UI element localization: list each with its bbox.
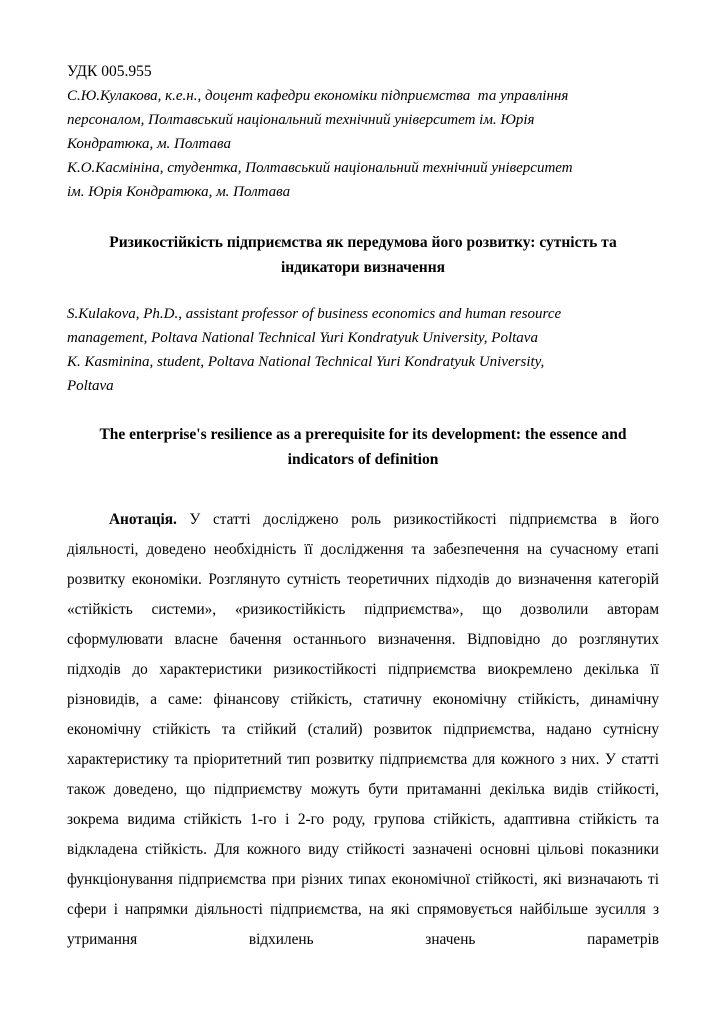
spacer [67,472,659,490]
spacer [67,280,659,302]
author-line: ім. Юрія Кондратюка, м. Полтава [67,184,291,200]
abstract-lead-label: Анотація. [109,511,177,529]
author-line: Poltava [67,378,114,394]
abstract-body-text: У статті досліджено роль ризикостійкості підприємства в його діяльності, доведено необхідність її дослідження та забезпечення на сучасному етапі розвитку економіки. Розглянуто сутність теоретичних підходів до визначення категорій «стійкість системи», «ризикостійкість підприємства», що дозволили авторам сформулювати власне бачення останнього визначення. Відповідно до розглянутих підходів до характеристики ризикостійкості підприємства виокремлено декілька її різновидів, а саме: фінансову стійкість, статичну економічну стійкість, динамічну економічну стійкість та стійкий (сталий) розвиток підприємства, надано сутнісну характеристику та пріоритетний тип розвитку підприємства для кожного з них. У статті також доведено, що підприємству можуть бути притаманні декілька видів стійкості, зокрема видима стійкість 1-го і 2-го роду, групова стійкість, адаптивна стійкість та відкладена стійкість. Для кожного виду стійкості зазначені основні цільові показники функціонування підприємства при різних типах економічної стійкості, які визначають ті сфери і напрямки діяльності підприємства, на які спрямовується найбільше зусилля з утримання відхилень значень параметрів [67,511,659,949]
author-line: С.Ю.Кулакова, к.е.н., доцент кафедри економіки підприємства та управління [67,88,569,104]
document-content [67,60,659,1001]
abstract-paragraph [67,505,659,985]
authors-affiliation-en [67,302,659,398]
article-title-ua: Ризикостійкість підприємства як передумова його розвитку: сутність та індикатори визначення [109,234,617,276]
author-line: S.Kulakova, Ph.D., assistant professor of business economics and human resource [67,306,562,322]
author-line: management, Poltava National Technical Yuri Kondratyuk University, Poltava [67,330,538,346]
article-title-en: The enterprise's resilience as a prerequisite for its development: the essence and indicators of definition [99,426,627,468]
author-line: персоналом, Полтавський національний технічний університет ім. Юрія [67,112,535,128]
author-line: Кондратюка, м. Полтава [67,136,231,152]
author-line: К.О.Касмініна, студентка, Полтавський національний технічний університет [67,160,573,176]
udc-code: УДК 005.955 [67,63,152,80]
author-line: K. Kasminina, student, Poltava National Technical Yuri Kondratyuk University, [67,354,545,370]
authors-affiliation-ua [67,84,659,204]
